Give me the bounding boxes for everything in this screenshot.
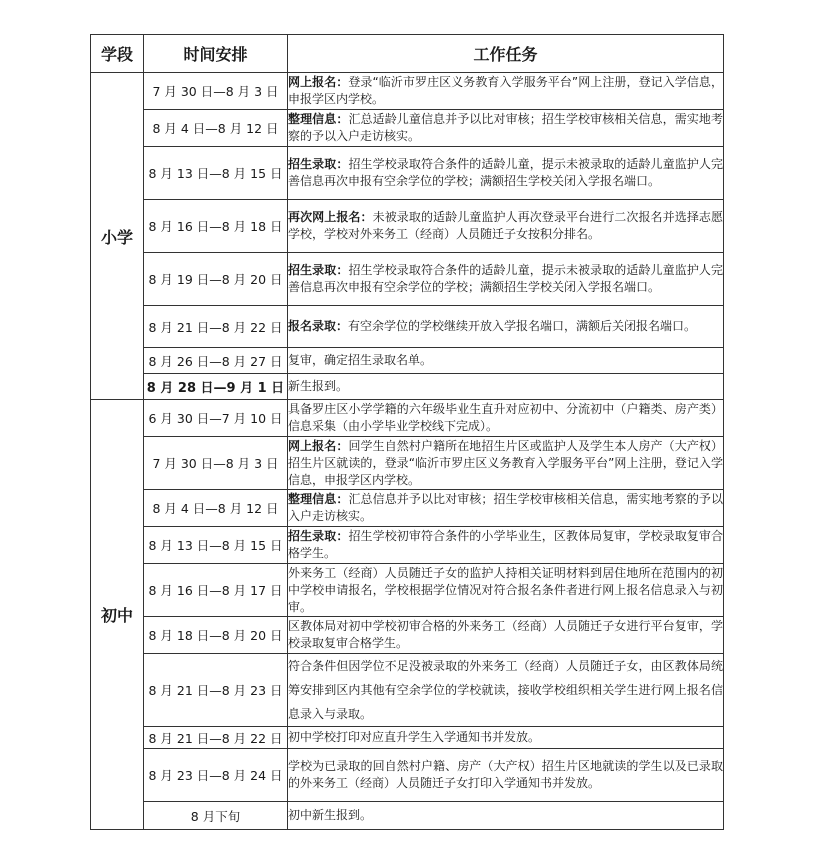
task-cell: [288, 727, 724, 749]
task-cell: [288, 253, 724, 306]
task-text: 初中学校打印对应直升学生入学通知书并发放。: [288, 730, 541, 744]
task-label: 招生录取：: [288, 529, 349, 543]
header-row: [91, 35, 724, 73]
date-cell: 8 月 4 日—8 月 12 日: [144, 490, 288, 527]
date-cell: 8 月 26 日—8 月 27 日: [144, 348, 288, 374]
task-text: 具备罗庄区小学学籍的六年级毕业生直升对应初中、分流初中（户籍类、房产类）信息采集（由小学毕业学校线下完成）。: [288, 402, 723, 433]
task-text: 登录“临沂市罗庄区义务教育入学服务平台”网上注册，登记入学信息，申报学区内学校。: [288, 75, 723, 106]
table-row: [91, 727, 724, 749]
date-cell: 8 月 13 日—8 月 15 日: [144, 147, 288, 200]
table-row: [91, 654, 724, 727]
task-text: 学校为已录取的回自然村户籍、房产（大产权）招生片区地就读的学生以及已录取的外来务工（经商）人员随迁子女打印入学通知书并发放。: [288, 759, 723, 790]
task-text: 外来务工（经商）人员随迁子女的监护人持相关证明材料到居住地所在范围内的初中学校申请报名，学校根据学位情况对符合报名条件者进行网上报名信息录入与初审。: [288, 565, 723, 614]
header-time: 时间安排: [144, 35, 288, 73]
task-text: 招生学校录取符合条件的适龄儿童，提示未被录取的适龄儿童监护人完善信息再次申报有空余学位的学校；满额招生学校关闭入学报名端口。: [288, 157, 723, 188]
task-text: 汇总适龄儿童信息并予以比对审核；招生学校审核相关信息，需实地考察的予以入户走访核实。: [288, 112, 723, 143]
task-text: 初中新生报到。: [288, 808, 373, 822]
task-cell: [288, 400, 724, 437]
task-cell: [288, 147, 724, 200]
date-cell: 7 月 30 日—8 月 3 日: [144, 437, 288, 490]
date-cell: 8 月 21 日—8 月 22 日: [144, 727, 288, 749]
task-label: 招生录取：: [288, 157, 349, 171]
task-cell: [288, 490, 724, 527]
date-cell: 7 月 30 日—8 月 3 日: [144, 73, 288, 110]
task-label: 整理信息：: [288, 492, 349, 506]
task-cell: [288, 374, 724, 400]
task-cell: [288, 306, 724, 348]
table-row: [91, 374, 724, 400]
header-stage: 学段: [91, 35, 144, 73]
date-cell: 8 月 23 日—8 月 24 日: [144, 749, 288, 802]
task-text: 新生报到。: [288, 379, 349, 393]
task-cell: [288, 527, 724, 564]
task-text: 区教体局对初中学校初审合格的外来务工（经商）人员随迁子女进行平台复审，学校录取复审合格学生。: [288, 619, 723, 650]
date-cell: 8 月 21 日—8 月 22 日: [144, 306, 288, 348]
table-row: [91, 527, 724, 564]
task-cell: [288, 110, 724, 147]
table-row: [91, 564, 724, 617]
task-text: 符合条件但因学位不足没被录取的外来务工（经商）人员随迁子女，由区教体局统筹安排到区内其他有空余学位的学校就读，接收学校组织相关学生进行网上报名信息录入与录取。: [288, 659, 723, 721]
task-label: 再次网上报名：: [288, 210, 373, 224]
task-label: 网上报名：: [288, 75, 349, 89]
date-cell: 8 月 4 日—8 月 12 日: [144, 110, 288, 147]
task-label: 招生录取：: [288, 263, 349, 277]
table-row: [91, 802, 724, 830]
table-row: [91, 348, 724, 374]
task-cell: [288, 617, 724, 654]
task-cell: [288, 654, 724, 727]
task-text: 有空余学位的学校继续开放入学报名端口，满额后关闭报名端口。: [348, 319, 697, 333]
date-cell: 8 月 28 日—9 月 1 日: [144, 374, 288, 400]
date-cell: 8 月 18 日—8 月 20 日: [144, 617, 288, 654]
task-cell: [288, 749, 724, 802]
table-row: [91, 200, 724, 253]
date-cell: 8 月 16 日—8 月 17 日: [144, 564, 288, 617]
date-cell: 8 月 13 日—8 月 15 日: [144, 527, 288, 564]
table-row: [91, 110, 724, 147]
table-row: [91, 253, 724, 306]
table-row: [91, 147, 724, 200]
task-cell: [288, 802, 724, 830]
table-row: [91, 749, 724, 802]
table-row: [91, 617, 724, 654]
stage-primary: 小学: [91, 73, 144, 400]
date-cell: 8 月下旬: [144, 802, 288, 830]
task-text: 复审，确定招生录取名单。: [288, 353, 433, 367]
date-cell: 6 月 30 日—7 月 10 日: [144, 400, 288, 437]
table-row: [91, 73, 724, 110]
date-cell: 8 月 19 日—8 月 20 日: [144, 253, 288, 306]
table-row: [91, 400, 724, 437]
task-label: 报名录取：: [288, 319, 349, 333]
table-row: [91, 437, 724, 490]
task-label: 整理信息：: [288, 112, 349, 126]
task-text: 回学生自然村户籍所在地招生片区或监护人及学生本人房产（大产权）招生片区就读的，登录“临沂市罗庄区义务教育入学服务平台”网上注册，登记入学信息，申报学区内学校。: [288, 438, 723, 487]
task-text: 汇总信息并予以比对审核；招生学校审核相关信息，需实地考察的予以入户走访核实。: [288, 492, 723, 523]
table-row: [91, 490, 724, 527]
task-label: 网上报名：: [288, 438, 349, 453]
task-cell: [288, 73, 724, 110]
table-row: [91, 306, 724, 348]
task-cell: [288, 200, 724, 253]
task-text: 招生学校录取符合条件的适龄儿童，提示未被录取的适龄儿童监护人完善信息再次申报有空余学位的学校；满额招生学校关闭入学报名端口。: [288, 263, 723, 294]
date-cell: 8 月 21 日—8 月 23 日: [144, 654, 288, 727]
date-cell: 8 月 16 日—8 月 18 日: [144, 200, 288, 253]
task-cell: [288, 564, 724, 617]
task-text: 招生学校初审符合条件的小学毕业生，区教体局复审，学校录取复审合格学生。: [288, 529, 723, 560]
task-text: 未被录取的适龄儿童监护人再次登录平台进行二次报名并选择志愿学校，学校对外来务工（经商）人员随迁子女按积分排名。: [288, 210, 723, 241]
task-cell: [288, 348, 724, 374]
task-cell: [288, 437, 724, 490]
enrollment-schedule-table: [90, 34, 724, 830]
stage-junior: 初中: [91, 400, 144, 830]
header-task: 工作任务: [288, 35, 724, 73]
